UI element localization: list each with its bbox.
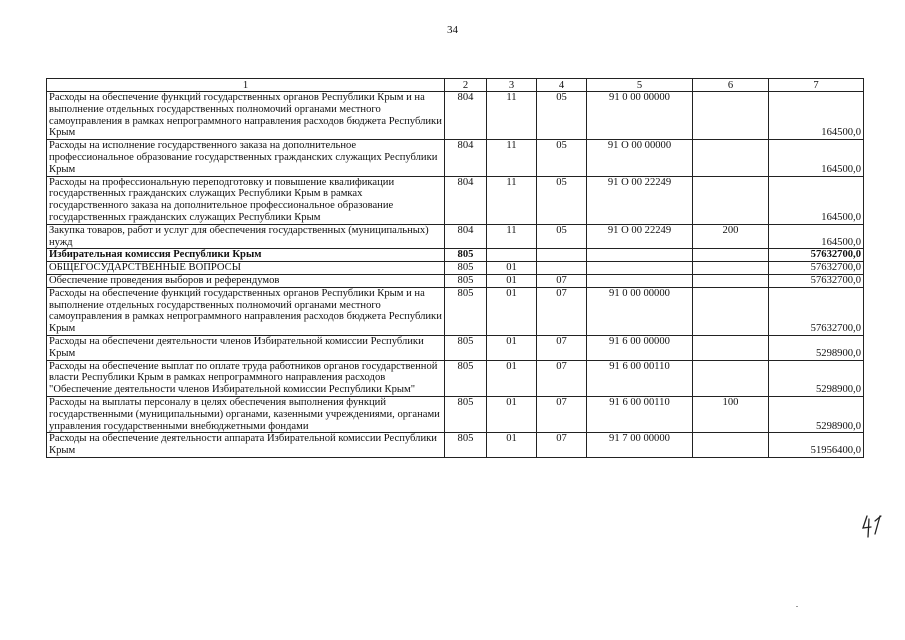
table-row bbox=[47, 433, 864, 458]
row-code: 804 bbox=[445, 176, 487, 224]
row-expense-type bbox=[693, 287, 769, 335]
row-target-article: 91 0 00 00000 bbox=[587, 287, 693, 335]
column-header-3: 3 bbox=[487, 79, 537, 92]
row-subsection bbox=[537, 249, 587, 262]
row-amount: 164500,0 bbox=[769, 92, 864, 140]
column-header-1: 1 bbox=[47, 79, 445, 92]
row-amount: 57632700,0 bbox=[769, 249, 864, 262]
row-subsection: 07 bbox=[537, 287, 587, 335]
row-subsection bbox=[537, 262, 587, 275]
row-description: Расходы на обеспечени деятельности членов Избирательной комиссии Республики Крым bbox=[47, 335, 445, 360]
table-row bbox=[47, 360, 864, 396]
row-section: 11 bbox=[487, 176, 537, 224]
row-subsection: 07 bbox=[537, 274, 587, 287]
row-expense-type bbox=[693, 262, 769, 275]
row-code: 805 bbox=[445, 249, 487, 262]
row-amount: 164500,0 bbox=[769, 176, 864, 224]
row-description: Избирательная комиссия Республики Крым bbox=[47, 249, 445, 262]
row-expense-type: 200 bbox=[693, 224, 769, 249]
table-row bbox=[47, 262, 864, 275]
row-description: Расходы на обеспечение деятельности аппарата Избирательной комиссии Республики Крым bbox=[47, 433, 445, 458]
row-code: 805 bbox=[445, 396, 487, 432]
table-row bbox=[47, 287, 864, 335]
row-amount: 57632700,0 bbox=[769, 274, 864, 287]
row-expense-type bbox=[693, 433, 769, 458]
row-target-article: 91 0 00 00000 bbox=[587, 92, 693, 140]
row-section: 01 bbox=[487, 335, 537, 360]
table-row bbox=[47, 335, 864, 360]
row-amount: 5298900,0 bbox=[769, 396, 864, 432]
row-description: Обеспечение проведения выборов и референдумов bbox=[47, 274, 445, 287]
row-amount: 164500,0 bbox=[769, 140, 864, 176]
budget-table bbox=[46, 78, 864, 458]
row-target-article: 91 6 00 00000 bbox=[587, 335, 693, 360]
row-target-article: 91 О 00 22249 bbox=[587, 224, 693, 249]
column-header-6: 6 bbox=[693, 79, 769, 92]
row-amount: 5298900,0 bbox=[769, 335, 864, 360]
row-amount: 57632700,0 bbox=[769, 262, 864, 275]
row-description: Расходы на исполнение государственного заказа на дополнительное профессиональное образование государственных гражданских служащих Республики Крым bbox=[47, 140, 445, 176]
column-header-7: 7 bbox=[769, 79, 864, 92]
row-section bbox=[487, 249, 537, 262]
row-subsection: 05 bbox=[537, 224, 587, 249]
row-subsection: 07 bbox=[537, 335, 587, 360]
row-description: Закупка товаров, работ и услуг для обеспечения государственных (муниципальных) нужд bbox=[47, 224, 445, 249]
table-row bbox=[47, 176, 864, 224]
row-section: 01 bbox=[487, 274, 537, 287]
row-description: Расходы на обеспечение функций государственных органов Республики Крым и на выполнение отдельных государственных полномочий органами местного самоуправления в рамках непрограммного направления расходов бюджета Республики Крым bbox=[47, 287, 445, 335]
handwritten-page-note bbox=[862, 514, 890, 538]
row-description: Расходы на обеспечение выплат по оплате труда работников органов государственной власти Республики Крым в рамках непрограммного направления расходов "Обеспечение деятельности членов Избирательной комиссии Республики Крым" bbox=[47, 360, 445, 396]
row-code: 805 bbox=[445, 262, 487, 275]
row-amount: 164500,0 bbox=[769, 224, 864, 249]
row-code: 805 bbox=[445, 335, 487, 360]
row-target-article bbox=[587, 262, 693, 275]
row-subsection: 07 bbox=[537, 396, 587, 432]
row-expense-type: 100 bbox=[693, 396, 769, 432]
row-expense-type bbox=[693, 335, 769, 360]
row-subsection: 05 bbox=[537, 140, 587, 176]
row-target-article: 91 О 00 22249 bbox=[587, 176, 693, 224]
row-code: 804 bbox=[445, 92, 487, 140]
row-subsection: 05 bbox=[537, 92, 587, 140]
row-subsection: 07 bbox=[537, 360, 587, 396]
row-target-article: 91 6 00 00110 bbox=[587, 360, 693, 396]
table-row bbox=[47, 274, 864, 287]
row-code: 805 bbox=[445, 287, 487, 335]
table-row bbox=[47, 92, 864, 140]
row-code: 805 bbox=[445, 360, 487, 396]
row-amount: 51956400,0 bbox=[769, 433, 864, 458]
row-section: 01 bbox=[487, 396, 537, 432]
table-row bbox=[47, 224, 864, 249]
row-section: 11 bbox=[487, 224, 537, 249]
row-expense-type bbox=[693, 176, 769, 224]
row-section: 01 bbox=[487, 360, 537, 396]
row-code: 804 bbox=[445, 140, 487, 176]
scan-speck bbox=[796, 606, 798, 607]
column-header-5: 5 bbox=[587, 79, 693, 92]
table-row bbox=[47, 249, 864, 262]
row-target-article: 91 7 00 00000 bbox=[587, 433, 693, 458]
row-expense-type bbox=[693, 140, 769, 176]
row-expense-type bbox=[693, 274, 769, 287]
row-code: 805 bbox=[445, 433, 487, 458]
row-target-article: 91 6 00 00110 bbox=[587, 396, 693, 432]
column-header-2: 2 bbox=[445, 79, 487, 92]
row-description: Расходы на обеспечение функций государственных органов Республики Крым и на выполнение отдельных государственных полномочий органами местного самоуправления в рамках непрограммного направления расходов бюджета Республики Крым bbox=[47, 92, 445, 140]
row-expense-type bbox=[693, 92, 769, 140]
row-target-article bbox=[587, 274, 693, 287]
page-number: 34 bbox=[447, 24, 458, 36]
row-target-article bbox=[587, 249, 693, 262]
row-expense-type bbox=[693, 249, 769, 262]
row-description: Расходы на профессиональную переподготовку и повышение квалификации государственных гражданских служащих Республики Крым в рамках государственного заказа на дополнительное профессиональное образование государственных гражданских служащих Республики Крым bbox=[47, 176, 445, 224]
row-section: 11 bbox=[487, 140, 537, 176]
table-row bbox=[47, 396, 864, 432]
row-code: 804 bbox=[445, 224, 487, 249]
header-row bbox=[47, 79, 864, 92]
table-row bbox=[47, 140, 864, 176]
row-subsection: 07 bbox=[537, 433, 587, 458]
row-amount: 57632700,0 bbox=[769, 287, 864, 335]
row-section: 01 bbox=[487, 262, 537, 275]
row-target-article: 91 О 00 00000 bbox=[587, 140, 693, 176]
row-section: 01 bbox=[487, 433, 537, 458]
row-code: 805 bbox=[445, 274, 487, 287]
row-description: Расходы на выплаты персоналу в целях обеспечения выполнения функций государственными (муниципальными) органами, казенными учреждениями, органами управления государственными внебюджетными фондами bbox=[47, 396, 445, 432]
row-section: 11 bbox=[487, 92, 537, 140]
row-subsection: 05 bbox=[537, 176, 587, 224]
row-section: 01 bbox=[487, 287, 537, 335]
column-header-4: 4 bbox=[537, 79, 587, 92]
row-description: ОБЩЕГОСУДАРСТВЕННЫЕ ВОПРОСЫ bbox=[47, 262, 445, 275]
row-expense-type bbox=[693, 360, 769, 396]
row-amount: 5298900,0 bbox=[769, 360, 864, 396]
